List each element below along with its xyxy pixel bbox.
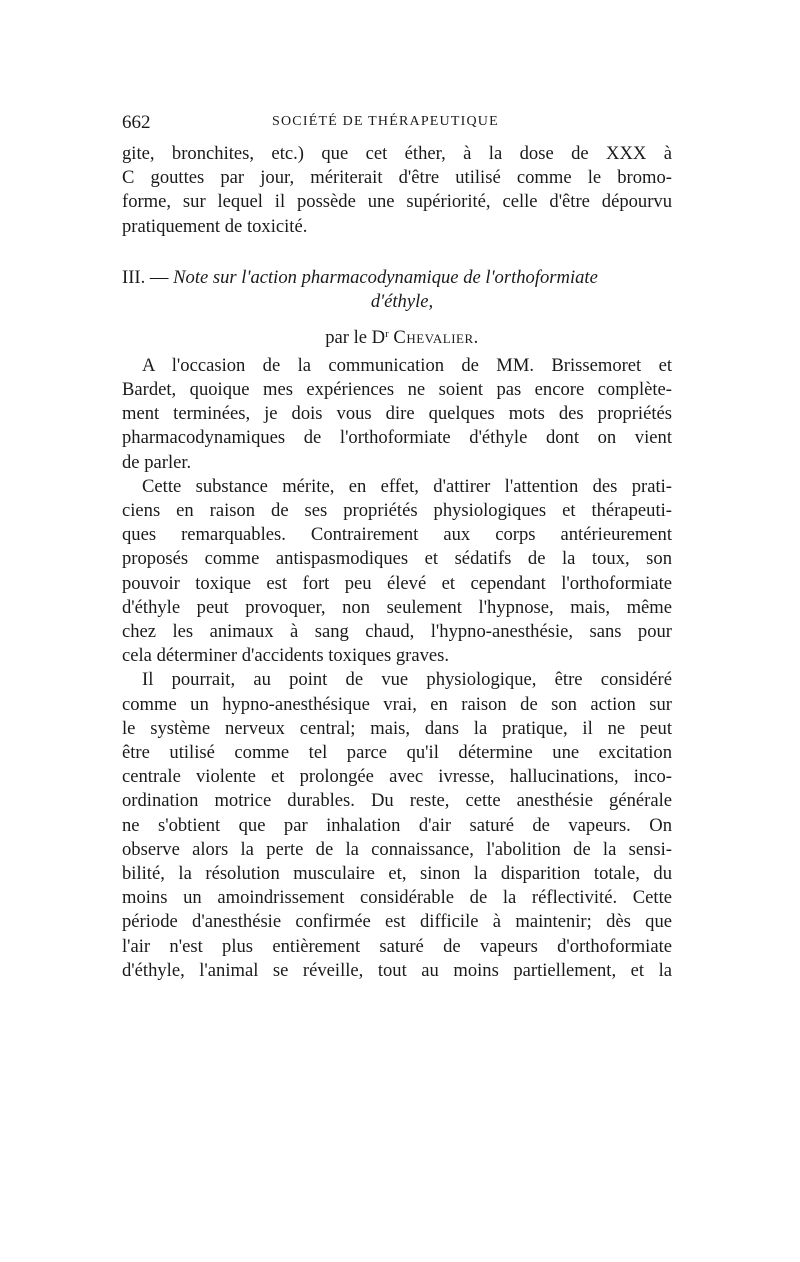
text-line: bilité, la résolution musculaire et, sinon la disparition totale, du (122, 863, 672, 885)
text-line: être utilisé comme tel parce qu'il détermine une excitation (122, 742, 672, 764)
text-line: moins un amoindrissement considérable de la réflectivité. Cette (122, 887, 672, 909)
author-prefix: par le D (325, 326, 386, 348)
continuation-paragraph (122, 142, 672, 239)
section-title-line-2: d'éthyle, (370, 290, 434, 312)
text-line: d'éthyle peut provoquer, non seulement l'hypnose, mais, même (122, 596, 672, 618)
section-title-line-1: Note sur l'action pharmacodynamique de l'orthoformiate (173, 266, 598, 288)
body-paragraph-1 (122, 354, 672, 475)
text-line: période d'anesthésie confirmée est difficile à maintenir; dès que (122, 911, 672, 933)
text-line: chez les animaux à sang chaud, l'hypno-anesthésie, sans pour (122, 621, 672, 643)
running-head (122, 112, 672, 142)
author-name: Chevalier. (393, 326, 479, 348)
body-paragraph-2 (122, 475, 672, 669)
text-line: le système nerveux central; mais, dans la pratique, il ne peut (122, 717, 672, 739)
text-line: observe alors la perte de la connaissance, l'abolition de la sensi- (122, 838, 672, 860)
running-title: SOCIÉTÉ DE THÉRAPEUTIQUE (272, 114, 499, 129)
text-line: ment terminées, je dois vous dire quelques mots des propriétés (122, 403, 672, 425)
book-page (122, 112, 672, 983)
text-line: Bardet, quoique mes expériences ne soient pas encore complète- (122, 379, 672, 401)
text-line: ques remarquables. Contrairement aux corps antérieurement (122, 524, 672, 546)
text-line: forme, sur lequel il possède une supériorité, celle d'être dépourvu (122, 191, 672, 213)
text-line: l'air n'est plus entièrement saturé de vapeurs d'orthoformiate (122, 935, 672, 957)
text-line: pharmacodynamiques de l'orthoformiate d'éthyle dont on vient (122, 427, 672, 449)
author-title-sup: r (385, 327, 389, 340)
section-heading (122, 266, 672, 314)
text-line: ordination motrice durables. Du reste, cette anesthésie générale (122, 790, 672, 812)
text-line: centrale violente et prolongée avec ivresse, hallucinations, inco- (122, 766, 672, 788)
section-numeral: III. — (122, 266, 174, 288)
text-line: pouvoir toxique est fort peu élevé et cependant l'orthoformiate (122, 572, 672, 594)
text-line: comme un hypno-anesthésique vrai, en raison de son action sur (122, 693, 672, 715)
page-number: 662 (122, 112, 151, 133)
text-line: pratiquement de toxicité. (122, 215, 308, 237)
body-paragraph-3 (122, 668, 672, 983)
text-line: C gouttes par jour, mériterait d'être utilisé comme le bromo- (122, 167, 672, 189)
text-line: Cette substance mérite, en effet, d'attirer l'attention des prati- (142, 475, 672, 497)
text-line: ne s'obtient que par inhalation d'air saturé de vapeurs. On (122, 814, 672, 836)
text-line: d'éthyle, l'animal se réveille, tout au moins partiellement, et la (122, 959, 672, 981)
text-line: ciens en raison de ses propriétés physiologiques et thérapeuti- (122, 500, 672, 522)
text-line: proposés comme antispasmodiques et sédatifs de la toux, son (122, 548, 672, 570)
text-line: cela déterminer d'accidents toxiques graves. (122, 645, 450, 667)
text-line: Il pourrait, au point de vue physiologique, être considéré (142, 669, 672, 691)
text-line: gite, bronchites, etc.) que cet éther, à la dose de XXX à (122, 143, 672, 164)
section-author (122, 322, 672, 350)
text-line: A l'occasion de la communication de MM. Brissemoret et (142, 354, 672, 376)
text-line: de parler. (122, 451, 192, 473)
